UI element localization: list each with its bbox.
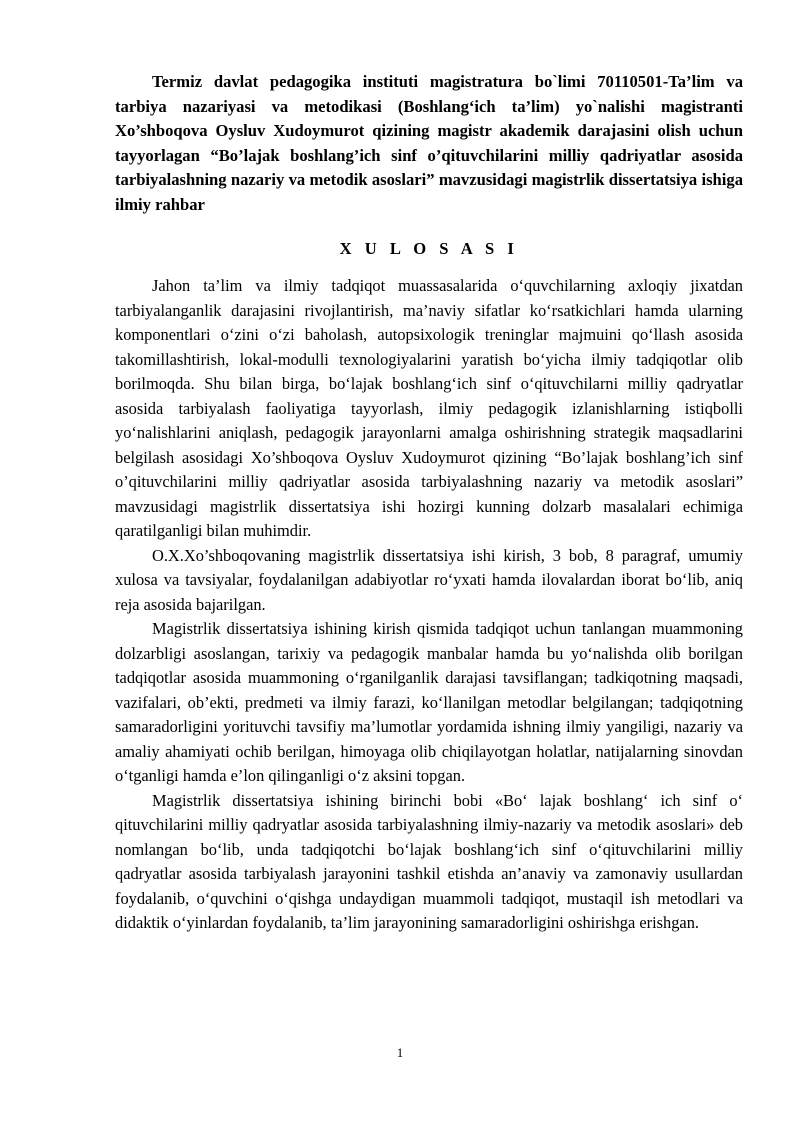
page-number: 1 <box>396 1045 404 1060</box>
paragraph-2: O.X.Xo’shboqovaning magistrlik dissertatsiya ishi kirish, 3 bob, 8 paragraf, umumiy xulosa va tavsiyalar, foydalanilgan adabiyotlar ro‘yxati hamda ilovalardan iborat bo‘lib, aniq reja asosida bajarilgan. <box>115 545 743 614</box>
paragraph-1: Jahon ta’lim va ilmiy tadqiqot muassasalarida o‘quvchilarning axloqiy jixatdan tarbiyalanganlik darajasini rivojlantirish, ma’naviy sifatlar ko‘rsatkichlari hamda ularning komponentlari o‘zini o‘zi baholash, autopsixologik treninglar majmuini qo‘llash asosida takomillashtirish, lokal-modulli texnologiyalarini yaratish bo‘yicha ilmiy tadqiqotlar olib borilmoqda. Shu bilan birga, bo‘lajak boshlang‘ich sinf o‘qituvchilarni milliy qadryatlar asosida tarbiyalash faoliyatiga tayyorlash, ilmiy pedagogik izlanishlarning istiqbolli yo‘nalishlarini aniqlash, pedagogik jarayonlarni amalga oshirishning strategik maqsadlarini belgilash asosidagi Xo’shboqova Oysluv Xudoymurot qizining “Bo’lajak boshlang’ich sinf o’qituvchilarini milliy qadriyatlar asosida tarbiyalashning nazariy va metodik asoslari” mavzusidagi magistrlik dissertatsiya ishi hozirgi kunning dolzarb masalalari echimiga qaratilganligi bilan muhimdir. <box>115 276 743 540</box>
paragraph-4: Magistrlik dissertatsiya ishining birinchi bobi «Bo‘ lajak boshlang‘ ich sinf o‘ qituvchilarini milliy qadryatlar asosida tarbiyalashning ilmiy-nazariy va metodik asoslari» deb nomlangan bo‘lib, unda tadqiqotchi bo‘lajak boshlang‘ich sinf o‘qituvchilarini milliy qadryatlar asosida tarbiyalash jarayonini tashkil etishda an’anaviy va zamonaviy usullardan foydalanib, o‘quvchini o‘qishga undaydigan muammoli tadqiqot, mustaqil ish metodlari va didaktik o‘yinlardan foydalanib, ta’lim jarayonining samaradorligini oshirishga erishgan. <box>115 790 743 932</box>
document-page <box>115 70 743 936</box>
paragraph-3: Magistrlik dissertatsiya ishining kirish qismida tadqiqot uchun tanlangan muammoning dolzarbligi asoslangan, tarixiy va pedagogik manbalar hamda bu yo‘nalishda olib borilgan tadqiqotlar asosida muammoning o‘rganilganlik darajasi tavsiflangan; tadkiqotning maqsadi, vazifalari, ob’ekti, predmeti va ilmiy farazi, ko‘llanilgan metodlar belgilangan; tadqiqotning samaradorligini yorituvchi tavsifiy ma’lumotlar yordamida ishning ilmiy yangiligi, nazariy va amaliy ahamiyati ochib berilgan, himoyaga olib chiqilayotgan holatlar, natijalarning sinovdan o‘tganligi hamda e’lon qilinganligi o‘z aksini topgan. <box>115 619 743 785</box>
section-title: X U L O S A S I <box>339 239 519 258</box>
document-heading: Termiz davlat pedagogika instituti magistratura bo`limi 70110501-Ta’lim va tarbiya nazariyasi va metodikasi (Boshlang‘ich ta’lim) yo`nalishi magistranti Xo’shboqova Oysluv Xudoymurot qizining magistr akademik darajasini olish uchun tayyorlagan “Bo’lajak boshlang’ich sinf o’qituvchilarini milliy qadriyatlar asosida tarbiyalashning nazariy va metodik asoslari” mavzusidagi magistrlik dissertatsiya ishiga ilmiy rahbar <box>115 72 743 214</box>
